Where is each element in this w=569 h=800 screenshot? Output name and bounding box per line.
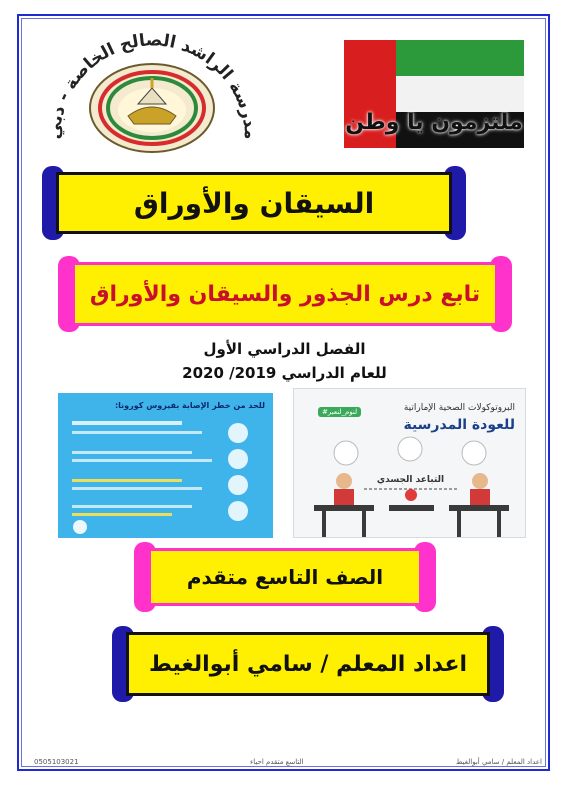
grade-label: الصف التاسع متقدم — [186, 565, 384, 589]
protocols-heading-2: للعودة المدرسية — [403, 417, 515, 433]
year-line: للعام الدراسي 2019/ 2020 — [182, 364, 387, 382]
footer-author: اعداد المعلم / سامي أبوالغيط — [456, 758, 542, 766]
term-line: الفصل الدراسي الأول — [203, 340, 366, 358]
school-logo — [30, 18, 275, 158]
infographic-heading: للحد من خطر الإصابة بفيروس كورونا: — [114, 401, 265, 410]
title-banner-body — [56, 172, 452, 234]
lesson-subtitle: تابع درس الجذور والسيقان والأوراق — [89, 281, 481, 307]
footer-course: التاسع متقدم احياء — [250, 758, 304, 766]
corona-prevention-infographic — [58, 393, 273, 538]
subtitle-banner — [58, 262, 512, 326]
protocols-hashtag: #لنوم_لنعبر — [318, 407, 361, 417]
title-banner — [42, 172, 466, 234]
protocols-graphics — [294, 389, 526, 538]
page-title: السيقان والأوراق — [133, 186, 375, 220]
teacher-banner — [112, 632, 504, 696]
infographic-graphics — [58, 393, 273, 538]
subtitle-banner-body — [72, 262, 498, 326]
school-protocols-image — [293, 388, 526, 538]
flag-slogan: ملتزمون يا وطن — [345, 110, 523, 135]
teacher-banner-body — [126, 632, 490, 696]
grade-banner — [134, 548, 436, 606]
school-name: مدرسة الراشد الصالح الخاصة - دبي — [44, 30, 261, 140]
footer-phone: 0505103021 — [34, 758, 79, 766]
distance-label: التباعد الجسدي — [376, 475, 445, 485]
teacher-label: اعداد المعلم / سامي أبوالغيط — [148, 651, 468, 677]
protocols-heading-1: البروتوكولات الصحية الإماراتية — [403, 403, 515, 413]
grade-banner-body — [148, 548, 422, 606]
